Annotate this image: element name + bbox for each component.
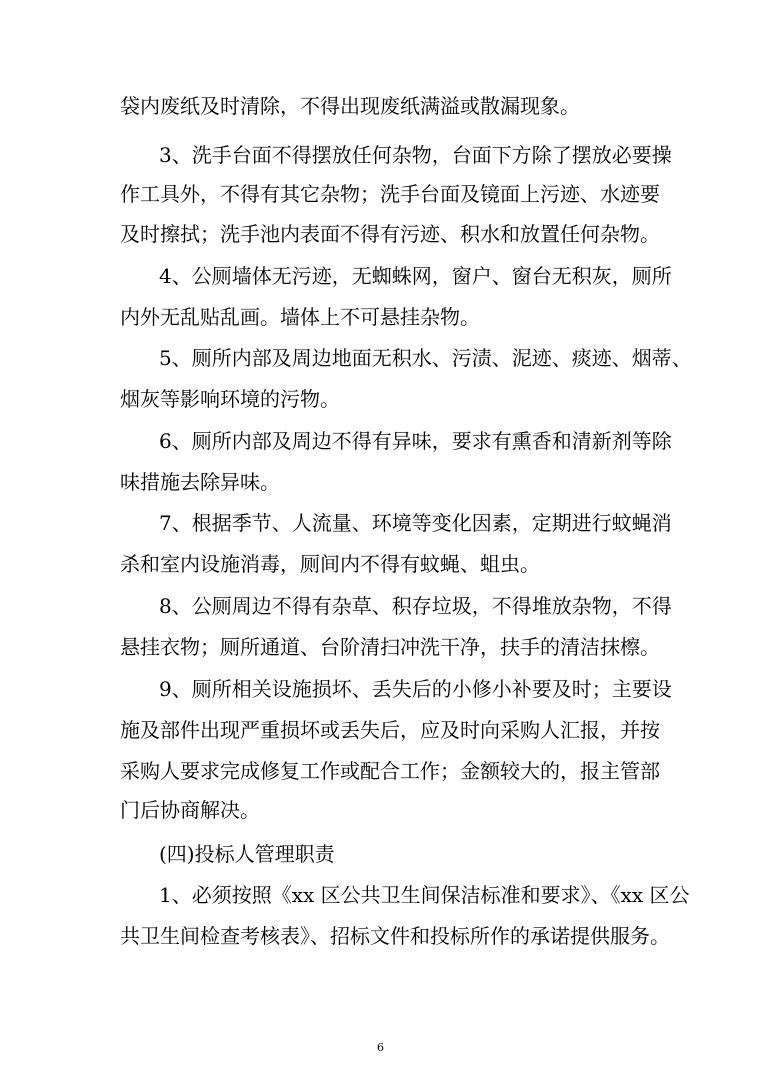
text-line: 袋内废纸及时清除，不得出现废纸满溢或散漏现象。 bbox=[120, 94, 580, 118]
page-number: 6 bbox=[377, 1041, 384, 1054]
item-1-line-2: 共卫生间检查考核表》、招标文件和投标所作的承诺提供服务。 bbox=[120, 924, 670, 948]
paragraph-8-line-1: 8、公厕周边不得有杂草、积存垃圾，不得堆放杂物，不得 bbox=[159, 594, 672, 618]
paragraph-3-line-1: 3、洗手台面不得摆放任何杂物，台面下方除了摆放必要操 bbox=[159, 143, 672, 167]
paragraph-9-line-2: 施及部件出现严重损坏或丢失后，应及时向采购人汇报，并按 bbox=[120, 718, 660, 742]
paragraph-3-line-2: 作工具外，不得有其它杂物；洗手台面及镜面上污迹、水迹要 bbox=[120, 182, 660, 206]
paragraph-8-line-2: 悬挂衣物；厕所通道、台阶清扫冲洗干净，扶手的清洁抹檫。 bbox=[120, 635, 660, 659]
paragraph-7-line-1: 7、根据季节、人流量、环境等变化因素，定期进行蚊蝇消 bbox=[159, 511, 672, 535]
paragraph-7-line-2: 杀和室内设施消毒，厕间内不得有蚊蝇、蛆虫。 bbox=[120, 552, 540, 576]
paragraph-5-line-2: 烟灰等影响环境的污物。 bbox=[120, 387, 340, 411]
paragraph-6-line-1: 6、厕所内部及周边不得有异味，要求有熏香和清新剂等除 bbox=[159, 429, 672, 453]
paragraph-9-line-3: 采购人要求完成修复工作或配合工作；金额较大的，报主管部 bbox=[120, 759, 660, 783]
item-1-line-1: 1、必须按照《xx 区公共卫生间保洁标准和要求》、《xx 区公 bbox=[159, 883, 690, 907]
paragraph-5-line-1: 5、厕所内部及周边地面无积水、污渍、泥迹、痰迹、烟蒂、 bbox=[159, 346, 692, 370]
paragraph-9-line-1: 9、厕所相关设施损坏、丢失后的小修小补要及时；主要设 bbox=[159, 677, 672, 701]
paragraph-4-line-1: 4、公厕墙体无污迹，无蜘蛛网，窗户、窗台无积灰，厕所 bbox=[159, 264, 672, 288]
paragraph-3-line-3: 及时擦拭；洗手池内表面不得有污迹、积水和放置任何杂物。 bbox=[120, 222, 660, 246]
paragraph-9-line-4: 门后协商解决。 bbox=[120, 798, 260, 822]
section-heading: (四)投标人管理职责 bbox=[159, 842, 335, 866]
paragraph-6-line-2: 味措施去除异味。 bbox=[120, 470, 280, 494]
paragraph-4-line-2: 内外无乱贴乱画。墙体上不可悬挂杂物。 bbox=[120, 305, 480, 329]
